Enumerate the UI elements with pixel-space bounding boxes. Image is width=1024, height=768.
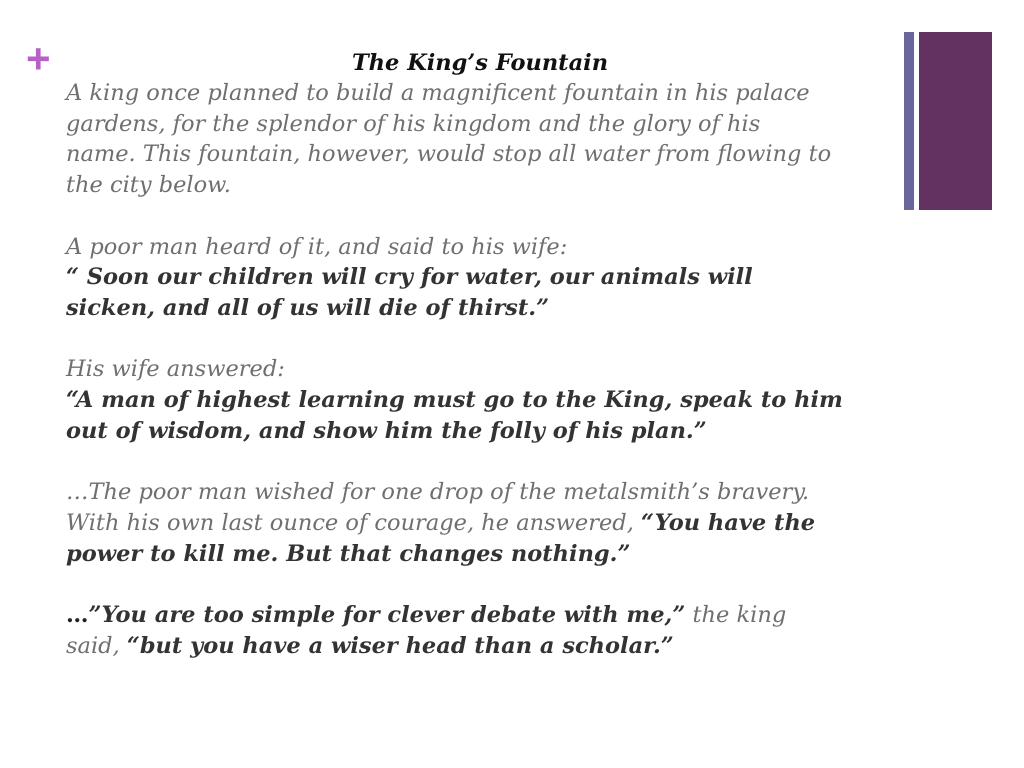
paragraph-gap xyxy=(66,201,902,232)
body-text-span: the king xyxy=(685,601,787,628)
body-line xyxy=(66,631,902,662)
body-line: gardens, for the splendor of his kingdom and the glory of his xyxy=(66,110,761,137)
paragraph-gap xyxy=(66,446,902,477)
quote-line: “A man of highest learning must go to the King, speak to him xyxy=(66,387,843,413)
body-line: name. This fountain, however, would stop all water from flowing to xyxy=(66,141,832,168)
body-line: the city below. xyxy=(66,172,231,199)
ellipsis: … xyxy=(66,601,89,628)
slide-body xyxy=(66,78,902,661)
body-text-span: said, xyxy=(66,632,127,659)
paragraph-gap xyxy=(66,569,902,600)
quote-line: power to kill me. But that changes nothing.” xyxy=(66,540,631,567)
paragraph-gap xyxy=(66,324,902,355)
body-line: His wife answered: xyxy=(66,356,285,383)
decorative-bar-thick xyxy=(919,32,992,210)
slide-title: The King’s Fountain xyxy=(351,50,609,76)
quote-span: “You have the xyxy=(641,509,816,536)
quote-line: sicken, and all of us will die of thirst.” xyxy=(66,294,550,321)
body-line: A poor man heard of it, and said to his wife: xyxy=(66,233,568,260)
quote-span: ”You are too simple for clever debate with me,” xyxy=(88,601,686,628)
quote-line: out of wisdom, and show him the folly of his plan.” xyxy=(66,417,707,444)
body-line xyxy=(66,600,902,631)
plus-icon: + xyxy=(26,35,51,82)
quote-span: “but you have a wiser head than a scholar.” xyxy=(126,632,674,659)
body-line: A king once planned to build a magnificent fountain in his palace xyxy=(66,80,810,106)
body-line xyxy=(66,508,902,539)
quote-line: “ Soon our children will cry for water, our animals will xyxy=(66,264,753,291)
decorative-bar-thin xyxy=(904,32,914,210)
body-line: …The poor man wished for one drop of the metalsmith’s bravery. xyxy=(66,479,810,506)
body-text-span: With his own last ounce of courage, he answered, xyxy=(66,509,642,536)
